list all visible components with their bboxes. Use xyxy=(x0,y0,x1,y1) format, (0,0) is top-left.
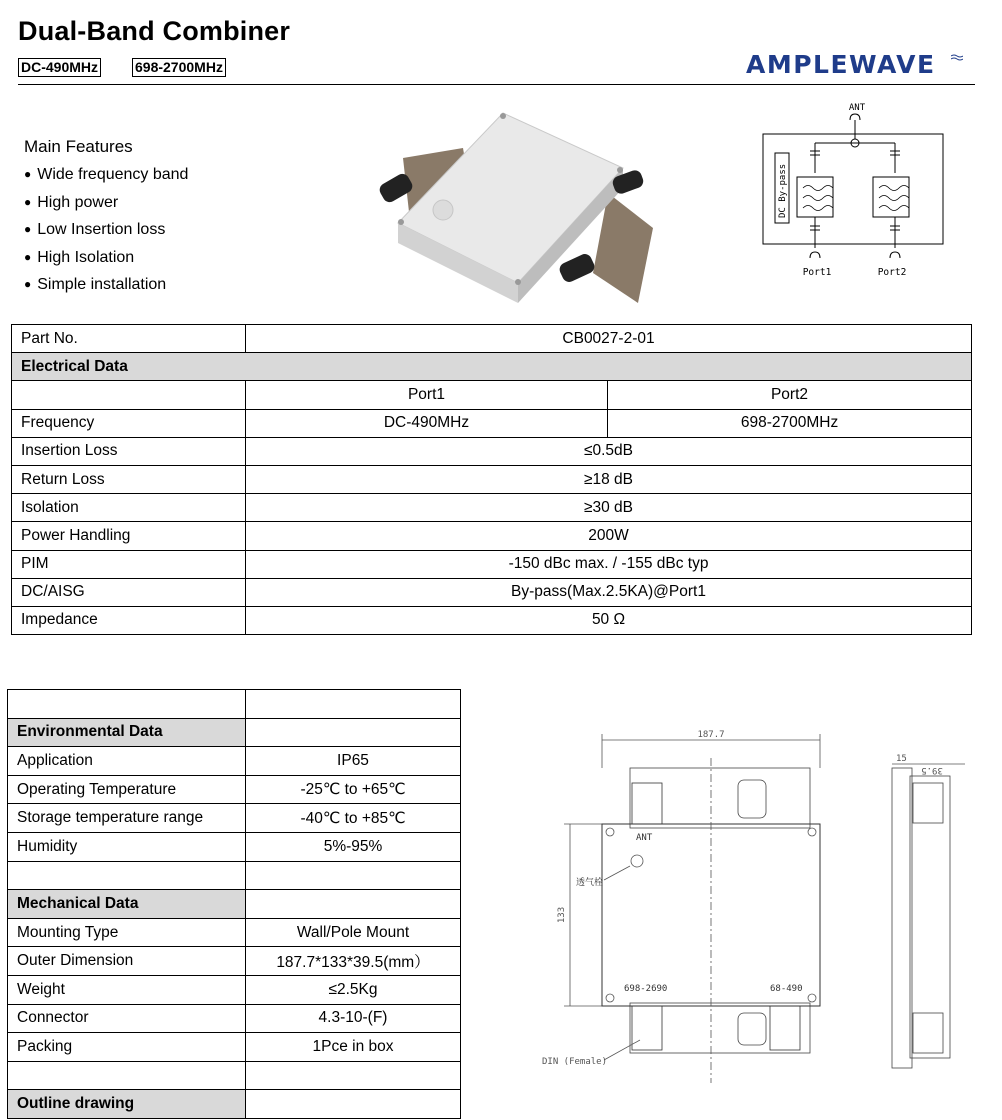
table-row xyxy=(12,494,972,522)
page-title: Dual-Band Combiner xyxy=(18,16,291,46)
part-no-value: CB0027-2-01 xyxy=(246,325,972,353)
row-value: -150 dBc max. / -155 dBc typ xyxy=(246,550,972,578)
depth-dimension: 39.5 xyxy=(921,765,943,775)
empty-cell xyxy=(8,690,246,719)
row-label: Application xyxy=(8,747,246,776)
row-value: ≤2.5Kg xyxy=(246,975,461,1004)
band-tag-high: 698-2700MHz xyxy=(132,58,226,77)
section-row xyxy=(8,1090,461,1119)
table-row xyxy=(8,775,461,804)
table-row xyxy=(8,690,461,719)
frequency-port1: DC-490MHz xyxy=(246,409,608,437)
row-value: 200W xyxy=(246,522,972,550)
side-dimension: 15 xyxy=(896,754,907,764)
screw-icon xyxy=(617,167,623,173)
table-row xyxy=(12,325,972,353)
electrical-section-title: Electrical Data xyxy=(12,353,972,381)
feature-item: ● High power xyxy=(24,189,188,217)
port-high-label: 698-2690 xyxy=(624,984,668,994)
screw-icon xyxy=(398,219,404,225)
port-high-connector-outline xyxy=(632,1006,662,1050)
port-low-connector-outline xyxy=(770,1006,800,1050)
empty-cell xyxy=(8,861,246,890)
port-connector-bottom xyxy=(557,252,596,284)
table-row xyxy=(8,1061,461,1090)
row-value: By-pass(Max.2.5KA)@Port1 xyxy=(246,578,972,606)
row-label: Isolation xyxy=(12,494,246,522)
band-tag-low: DC-490MHz xyxy=(18,58,101,77)
row-label: PIM xyxy=(12,550,246,578)
screw-icon xyxy=(515,279,521,285)
filter-block-port1 xyxy=(797,177,833,217)
row-label: Power Handling xyxy=(12,522,246,550)
main-features xyxy=(24,137,188,299)
row-label: Humidity xyxy=(8,832,246,861)
row-label: Operating Temperature xyxy=(8,775,246,804)
table-row xyxy=(8,1004,461,1033)
empty-cell xyxy=(246,690,461,719)
feature-item: ● Low Insertion loss xyxy=(24,216,188,244)
frequency-label: Frequency xyxy=(12,409,246,437)
section-row xyxy=(8,890,461,919)
features-heading: Main Features xyxy=(24,137,133,156)
row-value: ≥18 dB xyxy=(246,465,972,493)
port1-header: Port1 xyxy=(246,381,608,409)
empty-cell xyxy=(246,861,461,890)
row-value: 5%-95% xyxy=(246,832,461,861)
empty-cell xyxy=(246,1090,461,1119)
row-label: Packing xyxy=(8,1033,246,1062)
empty-cell xyxy=(246,718,461,747)
row-value: 50 Ω xyxy=(246,606,972,634)
table-row xyxy=(12,409,972,437)
row-label: Impedance xyxy=(12,606,246,634)
table-row xyxy=(12,381,972,409)
row-label: Weight xyxy=(8,975,246,1004)
ant-connector-outline xyxy=(632,783,662,824)
port2-icon xyxy=(890,252,900,258)
vent-label: 透气栓 xyxy=(576,878,604,888)
empty-cell xyxy=(246,890,461,919)
table-row xyxy=(12,437,972,465)
environmental-mechanical-table xyxy=(7,689,461,1119)
height-dimension: 133 xyxy=(557,906,567,924)
port1-icon xyxy=(810,252,820,258)
screw-icon xyxy=(808,994,816,1002)
side-bracket-outline xyxy=(892,768,912,1068)
screw-icon xyxy=(808,828,816,836)
table-row xyxy=(8,918,461,947)
feature-item: ● Wide frequency band xyxy=(24,161,188,189)
bypass-label: DC By-pass xyxy=(778,163,788,218)
table-row xyxy=(8,861,461,890)
row-value: -25℃ to +65℃ xyxy=(246,775,461,804)
table-row xyxy=(8,1033,461,1062)
block-schematic xyxy=(755,98,955,283)
filter-block-port2 xyxy=(873,177,909,217)
empty-cell xyxy=(8,1061,246,1090)
top-bracket xyxy=(630,768,810,828)
row-label: Return Loss xyxy=(12,465,246,493)
bullet-icon: ● xyxy=(24,249,32,264)
bullet-icon: ● xyxy=(24,167,32,181)
frequency-port2: 698-2700MHz xyxy=(608,409,972,437)
row-value: ≤0.5dB xyxy=(246,437,972,465)
row-label: Outer Dimension xyxy=(8,947,246,976)
row-label: Storage temperature range xyxy=(8,804,246,833)
row-value: -40℃ to +85℃ xyxy=(246,804,461,833)
environmental-section-title: Environmental Data xyxy=(8,718,246,747)
vent-icon xyxy=(631,855,643,867)
side-view-outline xyxy=(910,776,950,1058)
connector-type-label: DIN (Female) xyxy=(542,1057,608,1067)
table-row xyxy=(8,747,461,776)
bullet-icon: ● xyxy=(24,194,32,209)
width-dimension: 187.7 xyxy=(697,730,725,740)
table-row xyxy=(12,578,972,606)
row-value: Wall/Pole Mount xyxy=(246,918,461,947)
outline-section-title: Outline drawing xyxy=(8,1090,246,1119)
screw-icon xyxy=(606,994,614,1002)
row-value: 187.7*133*39.5(mm） xyxy=(246,947,461,976)
features-list xyxy=(24,161,188,299)
row-value: ≥30 dB xyxy=(246,494,972,522)
row-value: 1Pce in box xyxy=(246,1033,461,1062)
feature-item: ● High Isolation xyxy=(24,244,188,272)
table-row xyxy=(8,832,461,861)
bullet-icon: ● xyxy=(24,277,32,292)
port2-header: Port2 xyxy=(608,381,972,409)
section-row xyxy=(12,353,972,381)
outline-drawing xyxy=(520,728,990,1088)
row-label: Insertion Loss xyxy=(12,437,246,465)
table-row xyxy=(8,975,461,1004)
header-divider xyxy=(18,84,975,85)
feature-item: ● Simple installation xyxy=(24,271,188,299)
ant-port-icon xyxy=(850,114,860,120)
row-value: 4.3-10-(F) xyxy=(246,1004,461,1033)
empty-cell xyxy=(246,1061,461,1090)
schematic-frame xyxy=(763,134,943,244)
table-row xyxy=(8,804,461,833)
empty-cell xyxy=(12,381,246,409)
section-row xyxy=(8,718,461,747)
row-label: Mounting Type xyxy=(8,918,246,947)
schematic-port1-label: Port1 xyxy=(802,267,832,278)
table-row xyxy=(12,522,972,550)
row-value: IP65 xyxy=(246,747,461,776)
product-photo xyxy=(368,108,668,308)
brand-logo: AMPLEWAVE xyxy=(746,50,936,79)
bottom-bracket xyxy=(630,1003,810,1053)
schematic-port2-label: Port2 xyxy=(877,267,907,278)
schematic-ant-label: ANT xyxy=(848,103,866,113)
logo-wave-icon xyxy=(951,54,963,62)
screw-icon xyxy=(500,113,506,119)
row-label: DC/AISG xyxy=(12,578,246,606)
part-no-label: Part No. xyxy=(12,325,246,353)
row-label: Connector xyxy=(8,1004,246,1033)
vent-plug xyxy=(433,200,453,220)
port-low-label: 68-490 xyxy=(770,984,803,994)
table-row xyxy=(8,947,461,976)
outline-ant-label: ANT xyxy=(636,833,653,843)
table-row xyxy=(12,550,972,578)
screw-icon xyxy=(606,828,614,836)
bullet-icon: ● xyxy=(24,222,32,237)
table-row xyxy=(12,606,972,634)
table-row xyxy=(12,465,972,493)
electrical-spec-table xyxy=(11,324,972,635)
mechanical-section-title: Mechanical Data xyxy=(8,890,246,919)
